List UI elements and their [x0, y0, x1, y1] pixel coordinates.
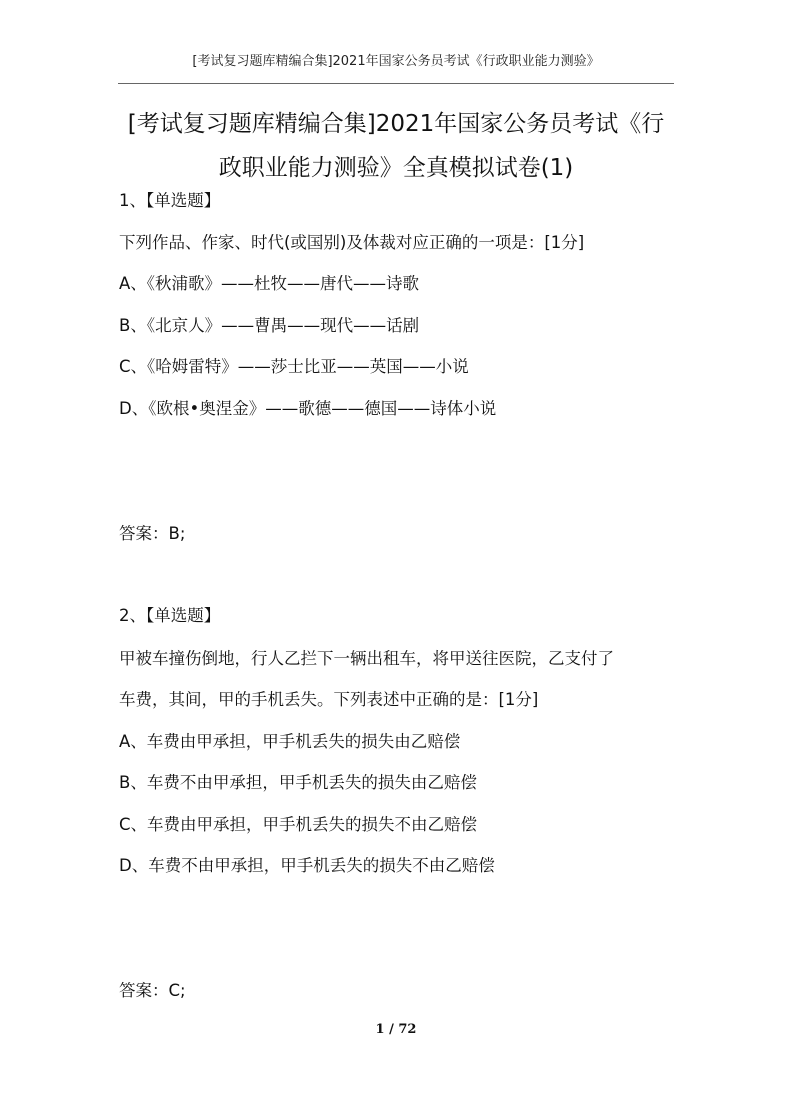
- question-1-option-b: B、《北京人》——曹禺——现代——话剧: [119, 316, 420, 335]
- question-1-heading: 1、【单选题】: [119, 191, 221, 210]
- question-1-stem: 下列作品、作家、时代(或国别)及体裁对应正确的一项是：[1分]: [119, 233, 585, 252]
- question-1-option-a: A、《秋浦歌》——杜牧——唐代——诗歌: [119, 274, 420, 293]
- document-title: [110, 102, 682, 190]
- question-1-option-d: D、《欧根•奥涅金》——歌德——德国——诗体小说: [119, 399, 497, 418]
- page-number: 1 / 72: [375, 1022, 417, 1037]
- question-1-option-c: C、《哈姆雷特》——莎士比亚——英国——小说: [119, 357, 469, 376]
- question-2-stem-line-2: 车费，其间，甲的手机丢失。下列表述中正确的是：[1分]: [119, 690, 539, 709]
- question-2-option-c: C、车费由甲承担，甲手机丢失的损失不由乙赔偿: [119, 815, 478, 834]
- running-header: [考试复习题库精编合集]2021年国家公务员考试《行政职业能力测验》: [192, 54, 600, 69]
- header-rule: [118, 83, 674, 84]
- question-2-option-d: D、车费不由甲承担，甲手机丢失的损失不由乙赔偿: [119, 856, 495, 875]
- question-2-option-b: B、车费不由甲承担，甲手机丢失的损失由乙赔偿: [119, 773, 477, 792]
- title-line-1: [考试复习题库精编合集]2021年国家公务员考试《行: [127, 111, 665, 137]
- question-2-stem-line-1: 甲被车撞伤倒地，行人乙拦下一辆出租车，将甲送往医院，乙支付了: [119, 649, 614, 668]
- question-2-answer: 答案：C;: [119, 981, 186, 1000]
- title-line-2: 政职业能力测验》全真模拟试卷(1): [218, 155, 574, 181]
- question-2-option-a: A、车费由甲承担，甲手机丢失的损失由乙赔偿: [119, 732, 461, 751]
- question-2-heading: 2、【单选题】: [119, 606, 221, 625]
- question-1-answer: 答案：B;: [119, 524, 186, 543]
